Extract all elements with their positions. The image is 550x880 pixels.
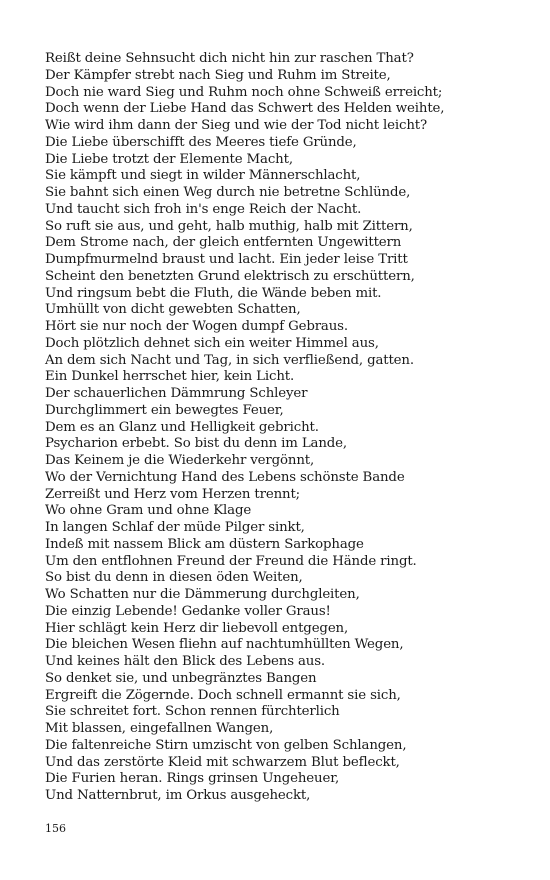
- poem-line: Indeß mit nassem Blick am düstern Sarkophage: [45, 536, 364, 552]
- poem-line: Doch nie ward Sieg und Ruhm noch ohne Schweiß erreicht;: [45, 84, 443, 100]
- poem-line: Wo der Vernichtung Hand des Lebens schönste Bande: [45, 469, 405, 485]
- poem-line: Doch wenn der Liebe Hand das Schwert des Helden weihte,: [45, 101, 445, 117]
- page-number: 156: [45, 822, 66, 835]
- poem-line: Wie wird ihm dann der Sieg und wie der Tod nicht leicht?: [45, 118, 428, 133]
- poem-line: Die einzig Lebende! Gedanke voller Graus!: [45, 603, 331, 619]
- poem-line: Zerreißt und Herz vom Herzen trennt;: [45, 486, 301, 502]
- poem-line: So denket sie, und unbegränztes Bangen: [45, 670, 317, 686]
- poem-line: Dem es an Glanz und Helligkeit gebricht.: [45, 419, 319, 435]
- poem-line: Die bleichen Wesen fliehn auf nachtumhüllten Wegen,: [45, 637, 404, 653]
- poem-line: An dem sich Nacht und Tag, in sich verfließend, gatten.: [45, 352, 414, 368]
- poem-line: Sie schreitet fort. Schon rennen fürchterlich: [45, 704, 340, 720]
- poem-line: So ruft sie aus, und geht, halb muthig, halb mit Zittern,: [45, 218, 413, 234]
- poem-line: Und Natternbrut, im Orkus ausgeheckt,: [45, 788, 311, 803]
- poem-line: Die Furien heran. Rings grinsen Ungeheuer,: [45, 771, 340, 787]
- poem-line: Und das zerstörte Kleid mit schwarzem Blut befleckt,: [45, 754, 400, 770]
- poem-line: Die faltenreiche Stirn umzischt von gelben Schlangen,: [45, 737, 407, 753]
- poem-line: Psycharion erbebt. So bist du denn im Lande,: [45, 436, 348, 452]
- poem-line: Dumpfmurmelnd braust und lacht. Ein jeder leise Tritt: [45, 252, 408, 267]
- poem-line: In langen Schlaf der müde Pilger sinkt,: [45, 520, 305, 535]
- poem-text: [45, 51, 515, 805]
- poem-line: Die Liebe überschifft des Meeres tiefe Gründe,: [45, 134, 357, 150]
- poem-line: Das Keinem je die Wiederkehr vergönnt,: [45, 453, 315, 468]
- poem-line: Ergreift die Zögernde. Doch schnell ermannt sie sich,: [45, 687, 401, 703]
- poem-line: Und keines hält den Blick des Lebens aus.: [45, 654, 326, 669]
- poem-line: Und taucht sich froh in's enge Reich der Nacht.: [45, 201, 362, 217]
- poem-line: Scheint den benetzten Grund elektrisch zu erschüttern,: [45, 268, 415, 284]
- poem-line: Hört sie nur noch der Wogen dumpf Gebraus.: [45, 319, 348, 334]
- poem-line: Um den entflohnen Freund der Freund die Hände ringt.: [45, 553, 417, 569]
- poem-line: Der Kämpfer strebt nach Sieg und Ruhm im Streite,: [45, 67, 391, 83]
- poem-line: Sie bahnt sich einen Weg durch nie betretne Schlünde,: [45, 185, 411, 200]
- poem-line: Hier schlägt kein Herz dir liebevoll entgegen,: [45, 620, 349, 636]
- poem-line: Die Liebe trotzt der Elemente Macht,: [45, 151, 293, 167]
- poem-line: Ein Dunkel herrschet hier, kein Licht.: [45, 369, 295, 385]
- poem-line: Dem Strome nach, der gleich entfernten Ungewittern: [45, 235, 402, 251]
- poem-line: Der schauerlichen Dämmrung Schleyer: [45, 386, 308, 401]
- poem-line: Mit blassen, eingefallnen Wangen,: [45, 721, 274, 736]
- poem-line: Wo Schatten nur die Dämmerung durchgleiten,: [45, 587, 360, 602]
- poem-line: Doch plötzlich dehnet sich ein weiter Himmel aus,: [45, 335, 379, 351]
- poem-line: So bist du denn in diesen öden Weiten,: [45, 570, 303, 586]
- poem-line: Umhüllt von dicht gewebten Schatten,: [45, 302, 301, 318]
- poem-line: Und ringsum bebt die Fluth, die Wände beben mit.: [45, 285, 382, 301]
- poem-line: Durchglimmert ein bewegtes Feuer,: [45, 402, 284, 418]
- poem-line: Wo ohne Gram und ohne Klage: [45, 503, 252, 519]
- poem-line: Reißt deine Sehnsucht dich nicht hin zur raschen That?: [45, 51, 414, 66]
- poem-line: Sie kämpft und siegt in wilder Männerschlacht,: [45, 168, 361, 184]
